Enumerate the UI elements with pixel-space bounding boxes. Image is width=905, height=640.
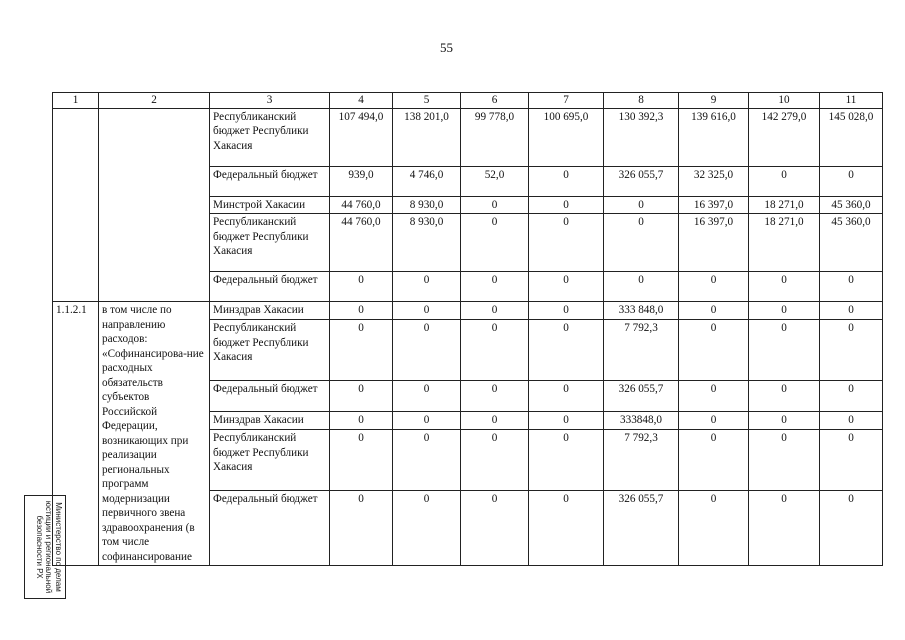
value-cell: 0 [461,272,529,302]
value-cell: 0 [749,302,820,320]
funding-source-cell: Республиканский бюджет Республики Хакасия [210,108,330,166]
value-cell: 0 [820,380,883,411]
value-cell: 0 [330,272,393,302]
value-cell: 0 [529,490,604,565]
value-cell: 0 [749,430,820,491]
col-header: 10 [749,93,820,109]
value-cell: 326 055,7 [604,166,679,196]
funding-source-cell: Федеральный бюджет [210,490,330,565]
col-header: 1 [53,93,99,109]
value-cell: 0 [529,166,604,196]
value-cell: 0 [820,302,883,320]
value-cell: 130 392,3 [604,108,679,166]
stamp-line: Министерство по делам [54,502,63,592]
value-cell: 333848,0 [604,412,679,430]
value-cell: 0 [679,490,749,565]
col-header: 4 [330,93,393,109]
value-cell: 107 494,0 [330,108,393,166]
value-cell: 0 [749,380,820,411]
value-cell: 326 055,7 [604,380,679,411]
funding-source-cell: Минздрав Хакасии [210,412,330,430]
value-cell: 0 [820,320,883,381]
value-cell: 0 [393,380,461,411]
value-cell: 0 [679,430,749,491]
value-cell: 0 [529,320,604,381]
value-cell: 0 [330,320,393,381]
value-cell: 0 [529,380,604,411]
value-cell: 138 201,0 [393,108,461,166]
value-cell: 0 [820,412,883,430]
value-cell: 0 [529,214,604,272]
page-number: 55 [440,40,453,55]
value-cell: 0 [393,302,461,320]
value-cell: 4 746,0 [393,166,461,196]
value-cell: 0 [604,272,679,302]
value-cell: 7 792,3 [604,430,679,491]
value-cell: 0 [820,272,883,302]
value-cell: 0 [461,430,529,491]
value-cell: 0 [461,320,529,381]
header-row [53,93,883,109]
value-cell: 0 [393,430,461,491]
value-cell: 44 760,0 [330,196,393,214]
value-cell: 8 930,0 [393,214,461,272]
value-cell: 0 [820,490,883,565]
value-cell: 0 [393,490,461,565]
value-cell: 326 055,7 [604,490,679,565]
col-header: 9 [679,93,749,109]
value-cell: 32 325,0 [679,166,749,196]
value-cell: 0 [749,412,820,430]
value-cell: 99 778,0 [461,108,529,166]
col-header: 8 [604,93,679,109]
value-cell: 0 [820,166,883,196]
funding-source-cell: Минстрой Хакасии [210,196,330,214]
value-cell: 44 760,0 [330,214,393,272]
funding-source-cell: Федеральный бюджет [210,166,330,196]
value-cell: 0 [679,272,749,302]
col-header: 5 [393,93,461,109]
value-cell: 0 [461,196,529,214]
value-cell: 45 360,0 [820,214,883,272]
value-cell: 0 [330,380,393,411]
value-cell: 939,0 [330,166,393,196]
value-cell: 0 [529,412,604,430]
value-cell: 7 792,3 [604,320,679,381]
value-cell: 0 [679,302,749,320]
value-cell: 0 [679,412,749,430]
value-cell: 100 695,0 [529,108,604,166]
value-cell: 0 [529,430,604,491]
value-cell: 0 [679,320,749,381]
funding-source-cell: Федеральный бюджет [210,272,330,302]
col-header: 3 [210,93,330,109]
value-cell: 0 [461,302,529,320]
value-cell: 0 [749,490,820,565]
funding-source-cell: Республиканский бюджет Республики Хакасия [210,320,330,381]
col-header: 11 [820,93,883,109]
value-cell: 16 397,0 [679,196,749,214]
funding-source-cell: Минздрав Хакасии [210,302,330,320]
value-cell: 0 [529,272,604,302]
value-cell: 16 397,0 [679,214,749,272]
table-row [53,108,883,166]
value-cell: 0 [749,320,820,381]
value-cell: 0 [604,196,679,214]
value-cell: 45 360,0 [820,196,883,214]
value-cell: 0 [330,430,393,491]
value-cell: 0 [529,302,604,320]
ministry-stamp [24,495,66,599]
value-cell: 0 [820,430,883,491]
stamp-line: безопасности РХ [35,515,44,579]
value-cell: 18 271,0 [749,214,820,272]
value-cell: 0 [529,196,604,214]
table-row [53,302,883,320]
value-cell: 18 271,0 [749,196,820,214]
value-cell: 0 [393,412,461,430]
value-cell: 0 [330,302,393,320]
col-header: 6 [461,93,529,109]
value-cell: 0 [393,320,461,381]
value-cell: 8 930,0 [393,196,461,214]
value-cell: 333 848,0 [604,302,679,320]
value-cell: 0 [393,272,461,302]
col-header: 2 [99,93,210,109]
value-cell: 0 [604,214,679,272]
value-cell: 0 [461,412,529,430]
value-cell: 0 [749,272,820,302]
value-cell: 0 [461,214,529,272]
item-description-cell: в том числе по направлению расходов: «Софинансирова-ние расходных обязательств субъектов Российской Федерации, возникающих при реализации региональных программ модернизации первичного звена здравоохранения (в том числе софинансирование [99,302,210,566]
value-cell: 52,0 [461,166,529,196]
value-cell: 0 [461,490,529,565]
col-header: 7 [529,93,604,109]
budget-table [52,92,883,566]
stamp-line: юстиции и региональной [44,500,54,594]
item-code-cell: 1.1.2.1 [53,302,99,566]
value-cell: 142 279,0 [749,108,820,166]
value-cell: 0 [461,380,529,411]
value-cell: 0 [330,490,393,565]
funding-source-cell: Республиканский бюджет Республики Хакасия [210,430,330,491]
value-cell: 0 [679,380,749,411]
funding-source-cell: Республиканский бюджет Республики Хакасия [210,214,330,272]
value-cell: 0 [749,166,820,196]
value-cell: 139 616,0 [679,108,749,166]
value-cell: 145 028,0 [820,108,883,166]
funding-source-cell: Федеральный бюджет [210,380,330,411]
value-cell: 0 [330,412,393,430]
code-cell-empty [53,108,99,302]
description-cell-empty [99,108,210,302]
